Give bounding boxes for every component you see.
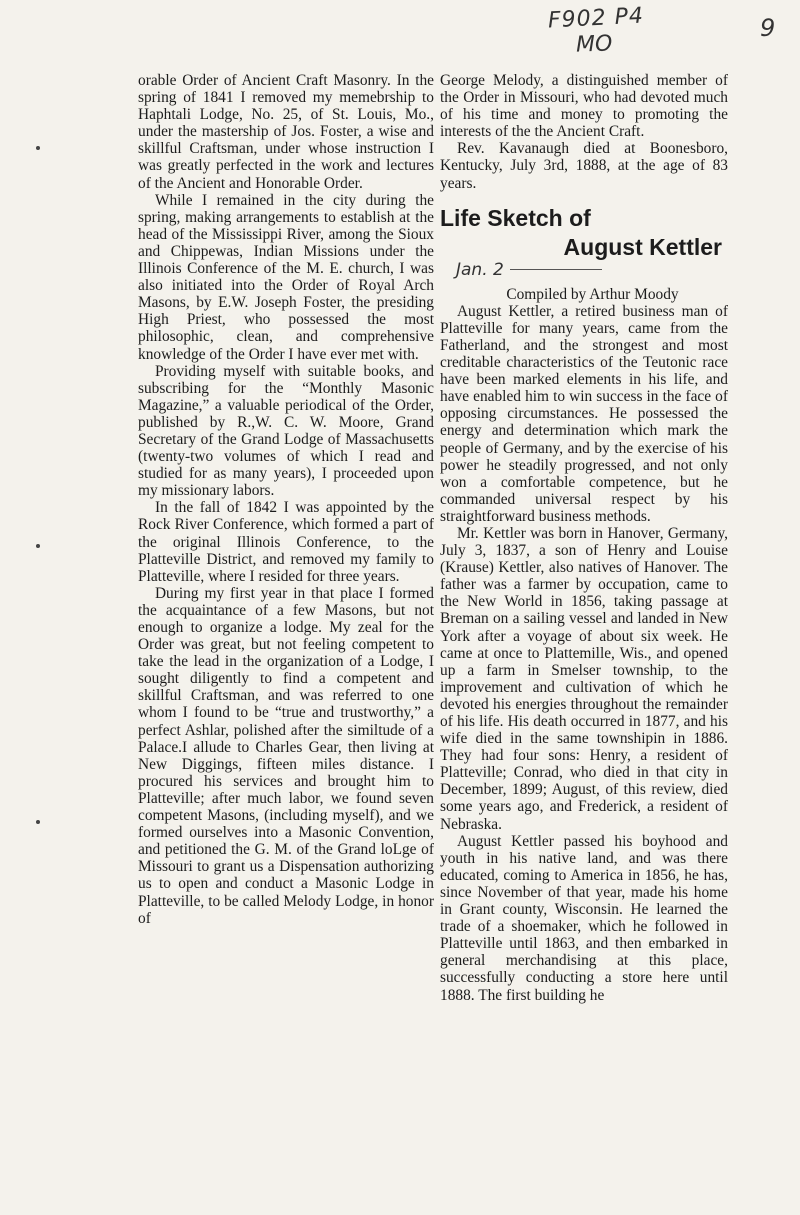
margin-dot: [36, 820, 40, 824]
handwritten-page-number: 9: [760, 14, 776, 42]
paragraph: orable Order of Ancient Craft Masonry. In the spring of 1841 I removed my memebrship to Haphtali Lodge, No. 25, of St. Louis, Mo., under the mastership of Jos. Foster, a wise and skillful Craftsman, under whose instruction I was greatly perfected in the work and lectures of the Ancient and Honorable Order.: [138, 72, 434, 192]
paragraph: In the fall of 1842 I was appointed by the Rock River Conference, which formed a part of the original Illinois Conference, to the Platteville District, and removed my family to Platteville, where I resided for three years.: [138, 499, 434, 585]
headline-line-1: Life Sketch of: [440, 204, 591, 231]
paragraph: August Kettler, a retired business man of Platteville for many years, came from the Fatherland, and the strongest and most creditable characteristics of the Teutonic race have been marked elements in his life, and have enabled him to win success in the face of opposing circumstances. He possessed the energy and determination which mark the people of Germany, and by the exercise of his power he steadily progressed, and not only won a comfortable competence, but he commanded universal respect by his straightforward business methods.: [440, 302, 728, 525]
byline: Compiled by Arthur Moody: [506, 285, 679, 303]
paragraph: August Kettler passed his boyhood and youth in his native land, and was there educated, coming to America in 1856, he has, since November of that year, made his home in Grant county, Wisconsin. He learned the trade of a shoemaker, which he followed in Platteville until 1863, and then embarked in general merchandising at this place, successfully conducting a store here until 1888. The first building he: [440, 832, 728, 1004]
margin-dot: [36, 146, 40, 150]
paragraph: While I remained in the city during the spring, making arrangements to establish at the head of the Mississippi River, among the Sioux and Chippewas, Indian Missions under the Illinois Conference of the M. E. church, I was also initiated into the Order of Royal Arch Masons, by E.W. Joseph Foster, the presiding High Priest, who possessed the most philosophic, clean, and comprehensive knowledge of the Order I have ever met with.: [138, 191, 434, 363]
handwritten-state-code: MO: [575, 31, 613, 58]
paragraph: During my first year in that place I formed the acquaintance of a few Masons, but not enough to organize a lodge. My zeal for the Order was great, but not feeling competent to take the lead in the organization of a Lodge, I sought diligently to find a competent and skillful Craftsman, and was referred to one whom I found to be “true and trustworthy,” a perfect Ashlar, polished after the similtude of a Palace.I allude to Charles Gear, then living at New Diggings, fifteen miles distance. I procured his services and brought him to Platteville; after much labor, we found seven competent Masons, (including myself), and we formed ourselves into a Masonic Convention, and petitioned the G. M. of the Grand loLge of Missouri to grant us a Dispensation authorizing us to open and conduct a Masonic Lodge in Platteville, to be called Melody Lodge, in honor of: [138, 584, 434, 927]
handwritten-catalog-code: F902 P4: [547, 3, 645, 34]
right-column: [440, 72, 728, 1004]
paragraph: George Melody, a distinguished member of the Order in Missouri, who had devoted much of his time and money to promoting the interests of the the Ancient Craft.: [440, 72, 728, 141]
paragraph: Providing myself with suitable books, and subscribing for the “Monthly Masonic Magazine,” a valuable periodical of the Order, published by R.,W. C. W. Moore, Grand Secretary of the Grand Lodge of Massachusetts (twenty-two volumes of which I read and studied for as many years), I proceeded upon my missionary labors.: [138, 362, 434, 500]
headline-line-2: August Kettler: [563, 233, 722, 260]
death-note: Rev. Kavanaugh died at Boonesboro, Kentucky, July 3rd, 1888, at the age of 83 years.: [440, 140, 728, 192]
margin-dot: [36, 544, 40, 548]
paragraph: Mr. Kettler was born in Hanover, Germany, July 3, 1837, a son of Henry and Louise (Krause) Kettler, also natives of Hanover. The father was a farmer by occupation, came to the New World in 1856, taking passage at Breman on a sailing vessel and landed in New York after a voyage of about six week. He came at once to Plattemille, Wis., and opened up a farm in Smelser township, to the improvement and cultivation of which he devoted his energies throughout the remainder of his life. His death occurred in 1877, and his wife died in the same townshipin in 1886. They had four sons: Henry, a resident of Platteville; Conrad, who died in that city in December, 1899; August, of this review, died some years ago, and Frederick, a resident of Nebraska.: [440, 524, 728, 833]
handwritten-date: Jan. 2: [456, 262, 728, 284]
left-column: [138, 72, 434, 927]
